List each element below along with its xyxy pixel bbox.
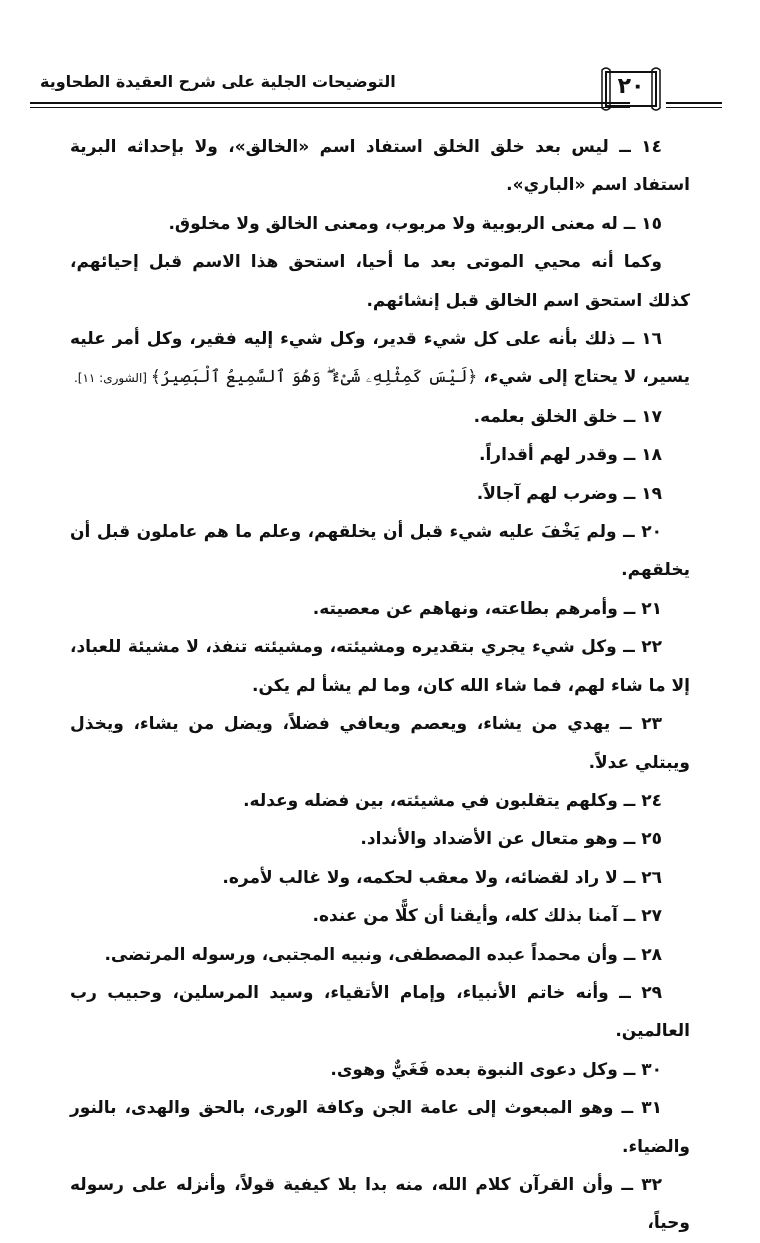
paragraph-17: ١٧ ــ خلق الخلق بعلمه. — [473, 406, 662, 427]
paragraph-15-continued: وكما أنه محيي الموتى بعد ما أحيا، استحق هذا الاسم قبل إحيائهم، كذلك استحق اسم الخالق قبل إنشائهم. — [70, 252, 690, 311]
paragraph-23: ٢٣ ــ يهدي من يشاء، ويعصم ويعافي فضلاً، ويضل من يشاء، ويخذل ويبتلي عدلاً. — [70, 714, 690, 773]
running-header-title: التوضيحات الجلية على شرح العقيدة الطحاوية — [40, 72, 396, 91]
header-rule-thin — [30, 107, 630, 108]
paragraph-22: ٢٢ ــ وكل شيء يجري بتقديره ومشيئته، ومشيئته تنفذ، لا مشيئة للعباد، إلا ما شاء لهم، فما شاء الله كان، وما لم يشأ لم يكن. — [70, 637, 690, 696]
header-rule — [30, 102, 630, 104]
paragraph-30: ٣٠ ــ وكل دعوى النبوة بعده فَغَيٌّ وهوى. — [330, 1059, 662, 1080]
paragraph-16 — [70, 320, 690, 398]
quran-verse: ﴿لَيْسَ كَمِثْلِهِۦ شَىْءٌ ۖ وَهُوَ ٱلسَّمِيعُ ٱلْبَصِيرُ﴾ — [150, 367, 478, 388]
paragraph-19: ١٩ ــ وضرب لهم آجالاً. — [476, 483, 662, 504]
paragraph-32: ٣٢ ــ وأن القرآن كلام الله، منه بدا بلا كيفية قولاً، وأنزله على رسوله وحياً، — [70, 1174, 690, 1234]
paragraph-25: ٢٥ ــ وهو متعال عن الأضداد والأنداد. — [360, 829, 662, 850]
paragraph-31: ٣١ ــ وهو المبعوث إلى عامة الجن وكافة الورى، بالحق والهدى، بالنور والضياء. — [70, 1098, 690, 1157]
paragraph-20: ٢٠ ــ ولم يَخْفَ عليه شيء قبل أن يخلقهم، وعلم ما هم عاملون قبل أن يخلقهم. — [70, 522, 690, 581]
paragraph-29: ٢٩ ــ وأنه خاتم الأنبياء، وإمام الأتقياء، وسيد المرسلين، وحبيب رب العالمين. — [70, 982, 690, 1042]
header-rule-right-thin — [666, 107, 722, 108]
paragraph-18: ١٨ ــ وقدر لهم أقداراً. — [479, 445, 662, 466]
paragraph-21: ٢١ ــ وأمرهم بطاعته، ونهاهم عن معصيته. — [312, 598, 662, 619]
paragraph-27: ٢٧ ــ آمنا بذلك كله، وأيقنا أن كلًّا من عنده. — [312, 906, 662, 927]
paragraph-16-text: ١٦ ــ ذلك بأنه على كل شيء قدير، وكل شيء إليه فقير، وكل أمر عليه يسير، لا يحتاج إلى شيء، — [70, 329, 690, 388]
body-text — [70, 128, 690, 1243]
paragraph-24: ٢٤ ــ وكلهم يتقلبون في مشيئته، بين فضله وعدله. — [243, 790, 662, 811]
page-number: ٢٠ — [617, 74, 645, 99]
verse-reference: [الشورى: ١١]. — [73, 371, 151, 386]
paragraph-14: ١٤ ــ ليس بعد خلق الخلق استفاد اسم «الخالق»، ولا بإحداثه البرية استفاد اسم «الباري». — [70, 137, 690, 196]
paragraph-26: ٢٦ ــ لا راد لقضائه، ولا معقب لحكمه، ولا غالب لأمره. — [222, 867, 662, 888]
header-rule-right — [666, 102, 722, 104]
paragraph-28: ٢٨ ــ وأن محمداً عبده المصطفى، ونبيه المجتبى، ورسوله المرتضى. — [104, 944, 662, 965]
paragraph-15: ١٥ ــ له معنى الربوبية ولا مربوب، ومعنى الخالق ولا مخلوق. — [168, 213, 662, 234]
